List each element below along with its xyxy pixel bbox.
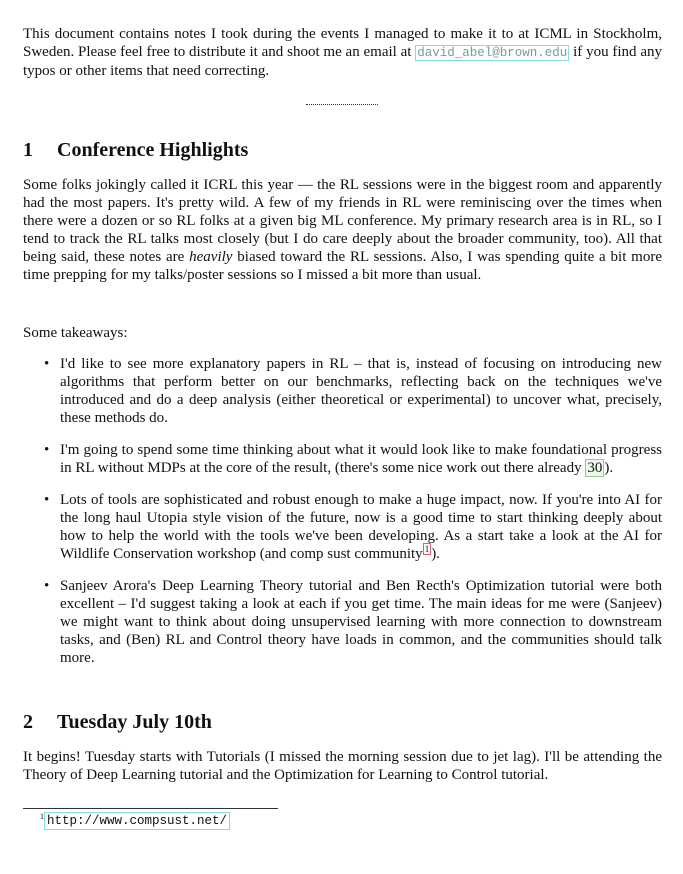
- item-text-end: ).: [431, 546, 440, 562]
- bullet-icon: •: [44, 356, 50, 372]
- footnote-url-link[interactable]: http://www.compsust.net/: [44, 812, 230, 830]
- list-item: [23, 577, 662, 667]
- list-item: [23, 491, 662, 563]
- section-number: 1: [23, 139, 33, 161]
- item-text: I'm going to spend some time thinking about what it would look like to make foundational progress in RL without MDPs at the core of the result, (there's some nice work out there already: [60, 442, 662, 476]
- bullet-icon: •: [44, 492, 50, 508]
- footnote-rule: [23, 808, 278, 809]
- bullet-icon: •: [44, 442, 50, 458]
- section-number: 2: [23, 711, 33, 733]
- section1-paragraph: [23, 176, 662, 284]
- footnote-mark: 1: [40, 812, 44, 821]
- item-text: I'd like to see more explanatory papers in RL – that is, instead of focusing on introducing new algorithms that perform better on our benchmarks, reflecting back on the techniques we've introduced and do a deep analysis (either theoretical or experimental) to uncover what, precisely, these methods do.: [60, 356, 662, 426]
- separator: [306, 104, 378, 105]
- item-text: Lots of tools are sophisticated and robust enough to make a huge impact, now. If you're into AI for the long haul Utopia style vision of the future, now is a good time to start thinking deeply about how to help the world with the tools we've been developing. As a start take a look at the AI for Wildlife Conservation workshop (and comp sust community: [60, 492, 662, 562]
- para-text: Some folks jokingly called it ICRL this year — the RL sessions were in the biggest room and apparently had the most papers. It's pretty wild. A few of my friends in RL were reminiscing over the times when there were a dozen or so RL folks at a given big ML conference. My primary research area is in RL, so I tend to track the RL talks most closely (but I do care deeply about the broader community, too). All that being said, these notes are: [23, 177, 662, 265]
- list-item: [23, 441, 662, 477]
- section-heading-2: [23, 711, 212, 734]
- email-link[interactable]: david_abel@brown.edu: [417, 46, 568, 60]
- para-emphasis: heavily: [189, 249, 233, 265]
- para-text-end: biased toward the RL sessions. Also, I was spending quite a bit more time prepping for my talks/poster sessions so I missed a bit more than usual.: [23, 249, 663, 283]
- section-heading-1: [23, 139, 248, 162]
- takeaways-label: Some takeaways:: [23, 325, 128, 341]
- citation-link[interactable]: 30: [587, 460, 603, 476]
- footnote: [40, 812, 230, 828]
- bullet-icon: •: [44, 578, 50, 594]
- section-title: Tuesday July 10th: [57, 711, 212, 733]
- item-text-end: ).: [604, 460, 614, 476]
- section-title: Conference Highlights: [57, 139, 249, 161]
- section2-paragraph: It begins! Tuesday starts with Tutorials (I missed the morning session due to jet lag). I'll be attending the Theory of Deep Learning tutorial and the Optimization for Learning to Control tutorial.: [23, 749, 662, 783]
- item-text: Sanjeev Arora's Deep Learning Theory tutorial and Ben Recth's Optimization tutorial were both excellent – I'd suggest taking a look at each if you get time. The main ideas for me were (Sanjeev) we might want to think about doing unsupervised learning with more connection to downstream tasks, and (Ben) RL and Control theory have loads in common, and the communities should talk more.: [60, 578, 662, 666]
- list-item: [23, 355, 662, 427]
- footnote-link[interactable]: 1: [424, 544, 430, 554]
- intro-paragraph: [23, 25, 662, 80]
- takeaways-list: [23, 355, 662, 681]
- intro-text-end: if you find any typos or other items that need correcting.: [23, 44, 663, 79]
- intro-text: This document contains notes I took during the events I managed to make it to at ICML in Stockholm, Sweden. Please feel free to distribute it and shoot me an email at: [23, 26, 662, 60]
